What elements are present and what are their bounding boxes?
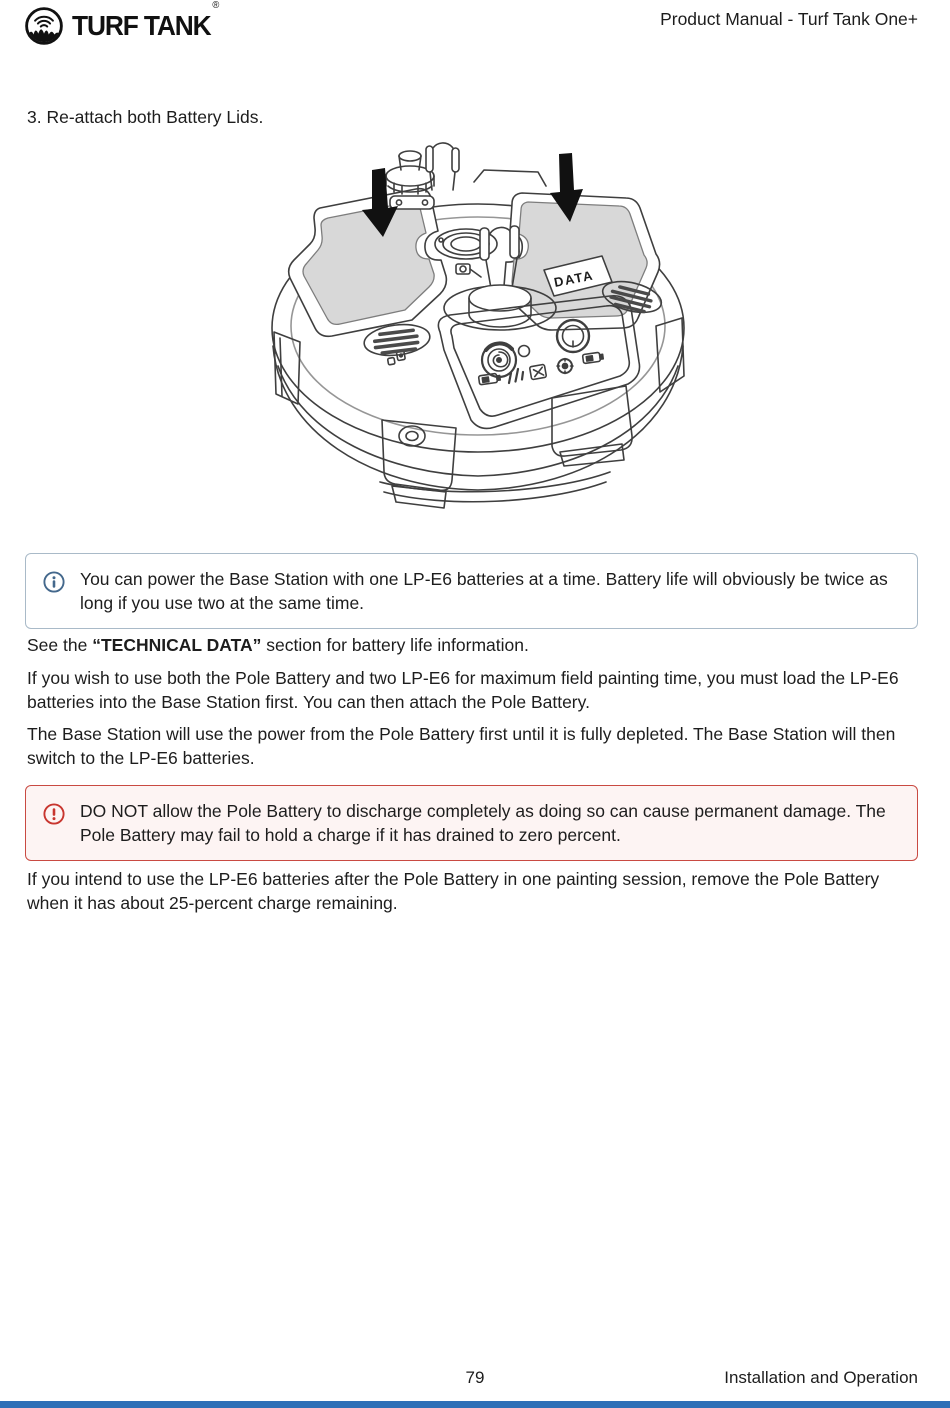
footer-section-label: Installation and Operation bbox=[724, 1368, 918, 1387]
registered-mark: ® bbox=[212, 0, 220, 11]
info-icon bbox=[43, 571, 65, 593]
step-heading: 3. Re-attach both Battery Lids. bbox=[27, 107, 264, 127]
see-technical-data-line: See the “TECHNICAL DATA” section for battery life information. bbox=[27, 635, 529, 655]
paragraph: If you intend to use the LP-E6 batteries after the Pole Battery in one painting session, remove the Pole Battery when it has about 25-percent charge remaining. bbox=[27, 869, 880, 913]
brand-name: TURF TANK® bbox=[72, 0, 220, 41]
warning-callout bbox=[25, 785, 918, 861]
front-latch-right bbox=[552, 386, 632, 466]
info-callout bbox=[25, 553, 918, 629]
paragraph: If you wish to use both the Pole Battery and two LP-E6 for maximum field painting time, you must load the LP-E6 batteries into the Base Station first. You can then attach the Pole Battery. bbox=[27, 668, 899, 712]
warning-callout-text: DO NOT allow the Pole Battery to discharge completely as doing so can cause permanent damage. The Pole Battery may fail to hold a charge if it has drained to zero percent. bbox=[80, 801, 886, 845]
warning-icon bbox=[43, 803, 65, 825]
footer-accent-bar bbox=[0, 1401, 950, 1408]
info-callout-text: You can power the Base Station with one LP-E6 batteries at a time. Battery life will obviously be twice as long if you use two at the same time. bbox=[80, 569, 888, 613]
doc-title: Product Manual - Turf Tank One+ bbox=[660, 9, 918, 29]
technical-data-reference: “TECHNICAL DATA” bbox=[92, 635, 262, 655]
header-logo bbox=[25, 0, 227, 45]
antenna-cap bbox=[386, 143, 459, 209]
turf-tank-logo-icon bbox=[25, 7, 63, 45]
svg-text:DATA: DATA bbox=[552, 267, 596, 290]
base-station-illustration bbox=[260, 136, 700, 524]
paragraph: The Base Station will use the power from the Pole Battery first until it is fully depleted. The Base Station will then switch to the LP-E6 batteries. bbox=[27, 724, 896, 768]
page-number: 79 bbox=[465, 1368, 485, 1387]
